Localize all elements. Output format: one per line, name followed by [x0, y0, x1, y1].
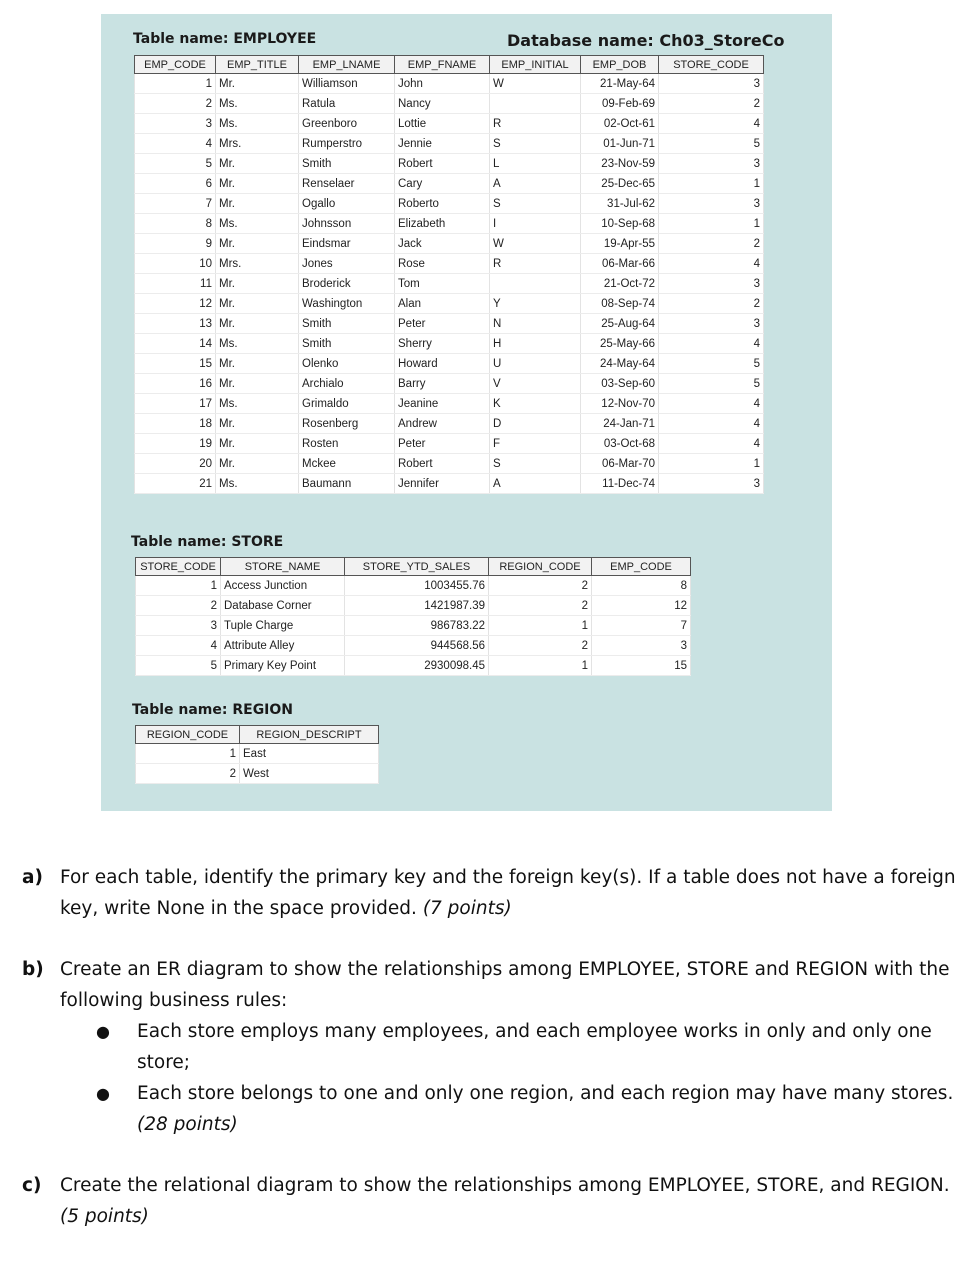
- table-cell: Alan: [395, 294, 490, 314]
- table-cell: Y: [490, 294, 581, 314]
- table-cell: 8: [135, 214, 216, 234]
- question-a-points: (7 points): [422, 898, 512, 919]
- table-cell: K: [490, 394, 581, 414]
- region-header-row: [136, 726, 379, 744]
- table-cell: 06-Mar-70: [581, 454, 659, 474]
- question-b-label: b): [22, 959, 44, 980]
- table-cell: 15: [592, 656, 691, 676]
- table-cell: Ogallo: [299, 194, 395, 214]
- table-row: [135, 374, 764, 394]
- table-cell: Rose: [395, 254, 490, 274]
- table-cell: 02-Oct-61: [581, 114, 659, 134]
- table-cell: Attribute Alley: [221, 636, 345, 656]
- table-cell: Tuple Charge: [221, 616, 345, 636]
- table-row: [135, 394, 764, 414]
- table-row: [136, 744, 379, 764]
- table-row: [136, 764, 379, 784]
- table-row: [136, 656, 691, 676]
- table-cell: 23-Nov-59: [581, 154, 659, 174]
- table-cell: Jones: [299, 254, 395, 274]
- table-cell: 1: [659, 174, 764, 194]
- question-c-points: (5 points): [60, 1206, 149, 1227]
- table-row: [135, 294, 764, 314]
- table-cell: 2: [659, 294, 764, 314]
- table-cell: 2: [659, 94, 764, 114]
- table-cell: Ratula: [299, 94, 395, 114]
- table-cell: S: [490, 194, 581, 214]
- table-cell: 25-Aug-64: [581, 314, 659, 334]
- table-cell: 4: [659, 254, 764, 274]
- table-cell: 1421987.39: [345, 596, 489, 616]
- table-cell: 21: [135, 474, 216, 494]
- table-cell: Mr.: [216, 414, 299, 434]
- table-cell: 5: [659, 354, 764, 374]
- table-cell: Rosten: [299, 434, 395, 454]
- business-rule: [60, 1016, 962, 1078]
- table-cell: [490, 274, 581, 294]
- table-cell: 5: [135, 154, 216, 174]
- table-cell: F: [490, 434, 581, 454]
- table-cell: 12: [592, 596, 691, 616]
- table-cell: 06-Mar-66: [581, 254, 659, 274]
- table-cell: U: [490, 354, 581, 374]
- table-row: [136, 616, 691, 636]
- table-cell: Access Junction: [221, 576, 345, 596]
- table-cell: 01-Jun-71: [581, 134, 659, 154]
- table-cell: 09-Feb-69: [581, 94, 659, 114]
- table-cell: Jennifer: [395, 474, 490, 494]
- table-cell: 11: [135, 274, 216, 294]
- table-row: [135, 114, 764, 134]
- table-cell: Mrs.: [216, 254, 299, 274]
- table-row: [135, 134, 764, 154]
- table-cell: Ms.: [216, 114, 299, 134]
- business-rule-text: Each store belongs to one and only one region, and each region may have many stores.: [137, 1083, 954, 1104]
- table-cell: Howard: [395, 354, 490, 374]
- table-cell: 2: [135, 94, 216, 114]
- table-cell: 08-Sep-74: [581, 294, 659, 314]
- table-cell: 1003455.76: [345, 576, 489, 596]
- table-cell: Mrs.: [216, 134, 299, 154]
- table-cell: Smith: [299, 314, 395, 334]
- column-header: REGION_DESCRIPT: [240, 726, 379, 744]
- table-cell: Robert: [395, 454, 490, 474]
- table-cell: 17: [135, 394, 216, 414]
- table-cell: [490, 94, 581, 114]
- table-cell: 31-Jul-62: [581, 194, 659, 214]
- table-cell: V: [490, 374, 581, 394]
- column-header: STORE_CODE: [136, 558, 221, 576]
- table-cell: 16: [135, 374, 216, 394]
- employee-table: [134, 55, 764, 494]
- question-a-label: a): [22, 867, 43, 888]
- table-cell: S: [490, 134, 581, 154]
- table-cell: 4: [659, 394, 764, 414]
- table-cell: Rosenberg: [299, 414, 395, 434]
- table-cell: Cary: [395, 174, 490, 194]
- table-cell: H: [490, 334, 581, 354]
- table-cell: Roberto: [395, 194, 490, 214]
- table-cell: Mr.: [216, 154, 299, 174]
- table-cell: 3: [659, 74, 764, 94]
- question-b: [22, 954, 962, 1140]
- table-cell: 03-Oct-68: [581, 434, 659, 454]
- table-cell: Mr.: [216, 354, 299, 374]
- table-cell: 13: [135, 314, 216, 334]
- employee-table-title: Table name: EMPLOYEE: [133, 31, 317, 47]
- table-cell: Smith: [299, 154, 395, 174]
- table-cell: Mckee: [299, 454, 395, 474]
- column-header: EMP_LNAME: [299, 56, 395, 74]
- table-cell: R: [490, 114, 581, 134]
- question-c: [22, 1170, 962, 1232]
- table-cell: Tom: [395, 274, 490, 294]
- table-cell: 2: [489, 636, 592, 656]
- table-cell: Mr.: [216, 74, 299, 94]
- table-cell: Ms.: [216, 394, 299, 414]
- table-cell: 2: [136, 596, 221, 616]
- table-row: [135, 474, 764, 494]
- table-cell: Washington: [299, 294, 395, 314]
- table-cell: Archialo: [299, 374, 395, 394]
- column-header: EMP_FNAME: [395, 56, 490, 74]
- table-cell: Mr.: [216, 194, 299, 214]
- table-cell: 3: [659, 314, 764, 334]
- table-cell: W: [490, 234, 581, 254]
- region-table-title: Table name: REGION: [132, 702, 294, 718]
- table-cell: L: [490, 154, 581, 174]
- table-cell: Mr.: [216, 454, 299, 474]
- business-rule: [60, 1078, 962, 1140]
- table-cell: 24-Jan-71: [581, 414, 659, 434]
- table-cell: 10: [135, 254, 216, 274]
- table-row: [135, 274, 764, 294]
- table-cell: 15: [135, 354, 216, 374]
- table-cell: 1: [489, 656, 592, 676]
- table-row: [136, 636, 691, 656]
- table-cell: Ms.: [216, 214, 299, 234]
- table-cell: 4: [135, 134, 216, 154]
- table-cell: Jack: [395, 234, 490, 254]
- table-cell: 5: [659, 134, 764, 154]
- table-cell: 4: [659, 434, 764, 454]
- table-cell: 8: [592, 576, 691, 596]
- table-row: [135, 434, 764, 454]
- column-header: REGION_CODE: [136, 726, 240, 744]
- column-header: EMP_INITIAL: [490, 56, 581, 74]
- column-header: EMP_CODE: [135, 56, 216, 74]
- table-cell: 03-Sep-60: [581, 374, 659, 394]
- table-row: [135, 414, 764, 434]
- table-cell: Mr.: [216, 314, 299, 334]
- table-cell: 1: [489, 616, 592, 636]
- column-header: EMP_TITLE: [216, 56, 299, 74]
- table-cell: East: [240, 744, 379, 764]
- table-cell: Williamson: [299, 74, 395, 94]
- table-cell: Ms.: [216, 334, 299, 354]
- table-cell: Mr.: [216, 434, 299, 454]
- table-cell: 3: [659, 154, 764, 174]
- question-a-text: For each table, identify the primary key and the foreign key(s). If a table does not have a foreign key, write None in the space provided.: [60, 867, 956, 919]
- table-cell: 3: [135, 114, 216, 134]
- table-cell: 986783.22: [345, 616, 489, 636]
- questions: [22, 862, 962, 1262]
- table-row: [135, 154, 764, 174]
- table-cell: 4: [659, 114, 764, 134]
- employee-header-row: [135, 56, 764, 74]
- table-cell: 9: [135, 234, 216, 254]
- table-cell: 4: [659, 334, 764, 354]
- table-row: [135, 314, 764, 334]
- table-cell: Barry: [395, 374, 490, 394]
- table-row: [136, 596, 691, 616]
- business-rules-list: [60, 1016, 962, 1140]
- table-cell: 19: [135, 434, 216, 454]
- table-cell: 1: [135, 74, 216, 94]
- table-cell: S: [490, 454, 581, 474]
- table-cell: 2: [136, 764, 240, 784]
- table-cell: Smith: [299, 334, 395, 354]
- table-cell: 11-Dec-74: [581, 474, 659, 494]
- table-cell: 944568.56: [345, 636, 489, 656]
- table-row: [135, 354, 764, 374]
- table-row: [136, 576, 691, 596]
- table-cell: 10-Sep-68: [581, 214, 659, 234]
- question-b-points: (28 points): [137, 1114, 238, 1135]
- question-c-text: Create the relational diagram to show the relationships among EMPLOYEE, STORE, and REGION.: [60, 1175, 950, 1196]
- table-cell: Broderick: [299, 274, 395, 294]
- table-cell: 3: [659, 194, 764, 214]
- table-cell: 2: [489, 596, 592, 616]
- table-cell: Mr.: [216, 234, 299, 254]
- table-row: [135, 174, 764, 194]
- table-cell: 2: [659, 234, 764, 254]
- table-cell: West: [240, 764, 379, 784]
- table-cell: 1: [136, 576, 221, 596]
- table-cell: Ms.: [216, 474, 299, 494]
- table-cell: D: [490, 414, 581, 434]
- table-cell: 12-Nov-70: [581, 394, 659, 414]
- table-cell: 7: [135, 194, 216, 214]
- table-cell: 5: [659, 374, 764, 394]
- table-cell: 4: [659, 414, 764, 434]
- table-cell: A: [490, 474, 581, 494]
- table-cell: 4: [136, 636, 221, 656]
- table-cell: 12: [135, 294, 216, 314]
- table-cell: Sherry: [395, 334, 490, 354]
- table-cell: Jennie: [395, 134, 490, 154]
- table-cell: Grimaldo: [299, 394, 395, 414]
- question-a: [22, 862, 962, 924]
- table-row: [135, 194, 764, 214]
- column-header: STORE_NAME: [221, 558, 345, 576]
- column-header: STORE_CODE: [659, 56, 764, 74]
- table-row: [135, 214, 764, 234]
- table-cell: Olenko: [299, 354, 395, 374]
- store-table-title: Table name: STORE: [131, 534, 284, 550]
- table-cell: 18: [135, 414, 216, 434]
- table-cell: W: [490, 74, 581, 94]
- table-cell: Renselaer: [299, 174, 395, 194]
- table-cell: 25-May-66: [581, 334, 659, 354]
- table-cell: Andrew: [395, 414, 490, 434]
- table-cell: 19-Apr-55: [581, 234, 659, 254]
- table-cell: Lottie: [395, 114, 490, 134]
- table-cell: R: [490, 254, 581, 274]
- table-cell: 1: [136, 744, 240, 764]
- table-cell: Baumann: [299, 474, 395, 494]
- column-header: EMP_DOB: [581, 56, 659, 74]
- table-cell: 14: [135, 334, 216, 354]
- table-cell: Johnsson: [299, 214, 395, 234]
- table-cell: 6: [135, 174, 216, 194]
- table-cell: 3: [659, 474, 764, 494]
- question-c-label: c): [22, 1175, 42, 1196]
- table-cell: 21-May-64: [581, 74, 659, 94]
- table-cell: Eindsmar: [299, 234, 395, 254]
- bullet-icon: ●: [96, 1084, 110, 1103]
- table-cell: 3: [592, 636, 691, 656]
- table-cell: Primary Key Point: [221, 656, 345, 676]
- table-row: [135, 74, 764, 94]
- table-cell: 1: [659, 214, 764, 234]
- database-name: Database name: Ch03_StoreCo: [507, 31, 785, 50]
- table-cell: Robert: [395, 154, 490, 174]
- table-row: [135, 254, 764, 274]
- table-cell: A: [490, 174, 581, 194]
- table-cell: 1: [659, 454, 764, 474]
- table-cell: 3: [659, 274, 764, 294]
- table-cell: Peter: [395, 314, 490, 334]
- table-cell: Mr.: [216, 374, 299, 394]
- table-row: [135, 334, 764, 354]
- table-row: [135, 94, 764, 114]
- business-rule-text: Each store employs many employees, and each employee works in only and only one store;: [137, 1021, 932, 1073]
- table-cell: 2930098.45: [345, 656, 489, 676]
- table-cell: N: [490, 314, 581, 334]
- table-row: [135, 234, 764, 254]
- table-cell: 7: [592, 616, 691, 636]
- table-cell: Rumperstro: [299, 134, 395, 154]
- table-cell: I: [490, 214, 581, 234]
- column-header: EMP_CODE: [592, 558, 691, 576]
- table-cell: John: [395, 74, 490, 94]
- table-cell: Nancy: [395, 94, 490, 114]
- store-table: [135, 557, 691, 676]
- table-cell: Jeanine: [395, 394, 490, 414]
- table-cell: Mr.: [216, 174, 299, 194]
- database-figure: [101, 14, 832, 811]
- table-cell: 25-Dec-65: [581, 174, 659, 194]
- table-cell: 20: [135, 454, 216, 474]
- table-cell: Ms.: [216, 94, 299, 114]
- table-cell: 24-May-64: [581, 354, 659, 374]
- question-b-text: Create an ER diagram to show the relationships among EMPLOYEE, STORE and REGION with the following business rules:: [60, 959, 950, 1011]
- region-table: [135, 725, 379, 784]
- table-cell: Mr.: [216, 274, 299, 294]
- table-cell: Elizabeth: [395, 214, 490, 234]
- table-cell: 3: [136, 616, 221, 636]
- table-cell: 21-Oct-72: [581, 274, 659, 294]
- store-header-row: [136, 558, 691, 576]
- table-cell: Database Corner: [221, 596, 345, 616]
- table-cell: 2: [489, 576, 592, 596]
- bullet-icon: ●: [96, 1022, 110, 1041]
- table-cell: 5: [136, 656, 221, 676]
- table-cell: Mr.: [216, 294, 299, 314]
- column-header: STORE_YTD_SALES: [345, 558, 489, 576]
- table-cell: Greenboro: [299, 114, 395, 134]
- table-cell: Peter: [395, 434, 490, 454]
- column-header: REGION_CODE: [489, 558, 592, 576]
- table-row: [135, 454, 764, 474]
